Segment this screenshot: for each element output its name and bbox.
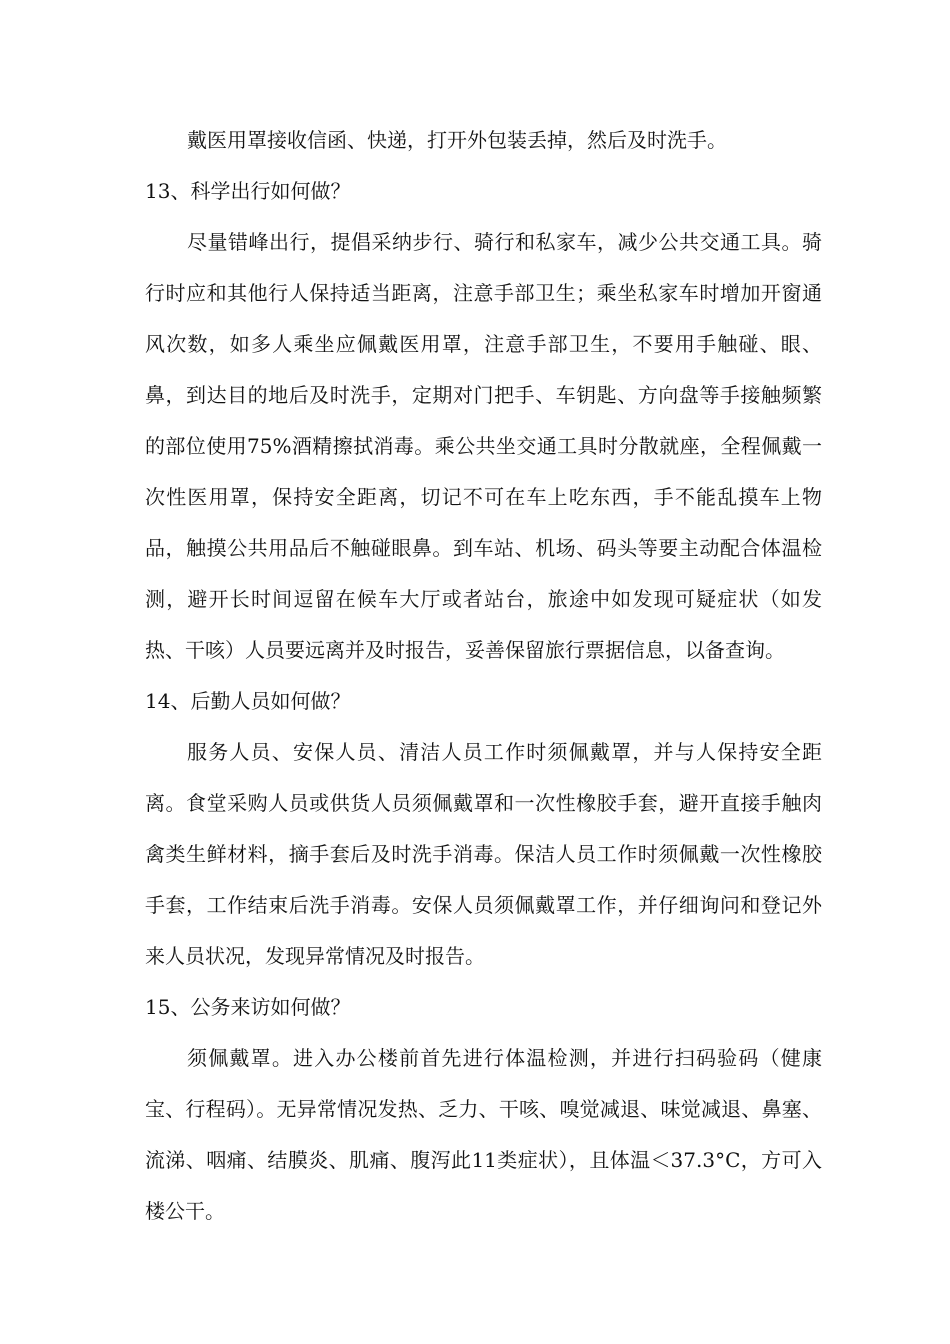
paragraph-official-visit: 须佩戴罩。进入办公楼前首先进行体温检测，并进行扫码验码（健康宝、行程码）。无异常情况发热、乏力、干咳、嗅觉减退、味觉减退、鼻塞、流涕、咽痛、结膜炎、肌痛、腹泻此11类症状），且体温＜37.3°C，方可入楼公干。 <box>145 1046 822 1223</box>
document-body <box>145 115 822 1237</box>
section-heading-13: 13、科学出行如何做？ <box>145 179 351 203</box>
section-heading-14: 14、后勤人员如何做？ <box>145 689 351 713</box>
section-heading-15: 15、公务来访如何做？ <box>145 995 351 1019</box>
paragraph-travel: 尽量错峰出行，提倡采纳步行、骑行和私家车，减少公共交通工具。骑行时应和其他行人保持适当距离，注意手部卫生；乘坐私家车时增加开窗通风次数，如多人乘坐应佩戴医用罩，注意手部卫生，不要用手触碰、眼、鼻，到达目的地后及时洗手，定期对门把手、车钥匙、方向盘等手接触频繁的部位使用75%酒精擦拭消毒。乘公共坐交通工具时分散就座，全程佩戴一次性医用罩，保持安全距离，切记不可在车上吃东西，手不能乱摸车上物品，触摸公共用品后不触碰眼鼻。到车站、机场、码头等要主动配合体温检测，避开长时间逗留在候车大厅或者站台，旅途中如发现可疑症状（如发热、干咳）人员要远离并及时报告，妥善保留旅行票据信息，以备查询。 <box>145 230 822 662</box>
paragraph-logistics-staff: 服务人员、安保人员、清洁人员工作时须佩戴罩，并与人保持安全距离。食堂采购人员或供货人员须佩戴罩和一次性橡胶手套，避开直接手触肉禽类生鲜材料，摘手套后及时洗手消毒。保洁人员工作时须佩戴一次性橡胶手套，工作结束后洗手消毒。安保人员须佩戴罩工作，并仔细询问和登记外来人员状况，发现异常情况及时报告。 <box>145 740 822 968</box>
paragraph-mail-handling: 戴医用罩接收信函、快递，打开外包装丢掉，然后及时洗手。 <box>187 128 727 152</box>
